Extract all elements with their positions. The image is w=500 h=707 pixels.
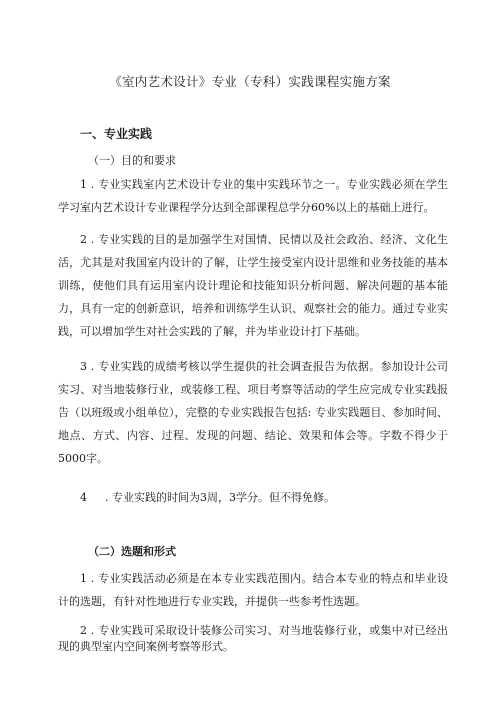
paragraph-1: 1 . 专业实践室内艺术设计专业的集中实践环节之一。专业实践必须在学生学习室内艺术设计专业课程学分达到全部课程总学分60%以上的基础上进行。	[58, 178, 448, 214]
paragraph-4: 4 . 专业实践的时间为3周，3学分。但不得免修。	[80, 491, 335, 504]
subsection-heading-2: （二）选题和形式	[88, 545, 176, 558]
section-heading-1: 一、专业实践	[80, 127, 153, 141]
subsection-heading-1: （一）目的和要求	[88, 154, 176, 167]
paragraph-5: 1 . 专业实践活动必须是在本专业实践范围内。结合本专业的特点和毕业设计的选题，有针对性地进行专业实践，并提供一些参考性选题。	[58, 572, 448, 608]
paragraph-2: 2 . 专业实践的目的是加强学生对国情、民情以及社会政治、经济、文化生活，尤其是对我国室内设计的了解，让学生接受室内设计思维和业务技能的基本训练，使他们具有运用室内设计理论和技能知识分析问题、解决问题的基本能力，具有一定的创新意识，培养和训练学生认识、观察社会的能力。通过专业实践，可以增加学生对社会实践的了解，并为毕业设计打下基础。	[58, 233, 448, 338]
paragraph-3: 3 . 专业实践的成绩考核以学生提供的社会调查报告为依据。参加设计公司实习、对当地装修行业，或装修工程、项目考察等活动的学生应完成专业实践报告（以班级或小组单位），完整的专业实践报告包括: 专业实践题目、参加时间、地点、方式、内容、过程、发现的问题、结论、效果和体会等。字数不得少于5000字。	[58, 360, 448, 465]
paragraph-6: 2 . 专业实践可采取设计装修公司实习、对当地装修行业，或集中对已经出现的典型室内空间案例考察等形式。	[58, 624, 448, 653]
document-title: 《室内艺术设计》专业（专科）实践课程实施方案	[109, 74, 391, 89]
